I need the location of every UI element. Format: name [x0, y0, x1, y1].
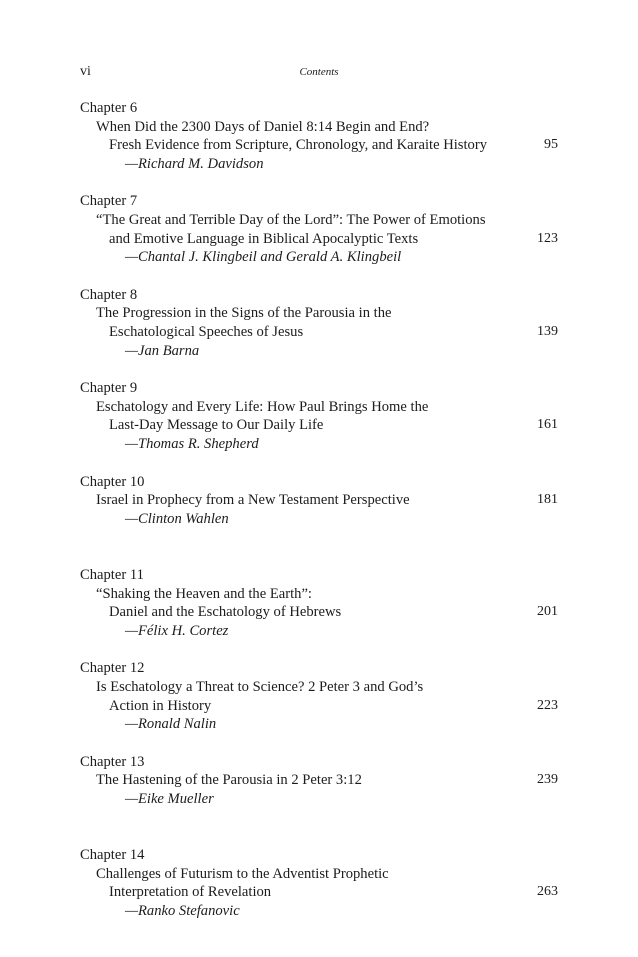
running-head	[80, 64, 558, 84]
page-number: 95	[544, 137, 558, 153]
contents-entry	[80, 846, 558, 939]
page-folio: vi	[80, 64, 91, 79]
page-number: 239	[537, 772, 558, 788]
chapter-title-line: “Shaking the Heaven and the Earth”:	[96, 585, 312, 602]
chapter-title-line: The Progression in the Signs of the Parousia in the	[96, 305, 392, 322]
page-number: 223	[537, 697, 558, 713]
chapter-label: Chapter 11	[80, 566, 144, 583]
chapter-label: Chapter 8	[80, 286, 138, 303]
chapter-author: —Ranko Stefanovic	[125, 902, 240, 919]
page-number: 263	[537, 884, 558, 900]
chapter-title-line: Challenges of Futurism to the Adventist Prophetic	[96, 865, 389, 882]
chapter-label: Chapter 13	[80, 753, 145, 770]
page-number: 139	[537, 323, 558, 339]
chapter-title-row	[80, 771, 558, 790]
chapter-label: Chapter 7	[80, 193, 138, 210]
page-number: 201	[537, 604, 558, 620]
chapter-label: Chapter 9	[80, 380, 138, 397]
chapter-title-line: Eschatological Speeches of Jesus	[109, 323, 304, 340]
chapter-author: —Thomas R. Shepherd	[125, 435, 259, 452]
chapter-title-line: The Hastening of the Parousia in 2 Peter 3:12	[96, 772, 362, 789]
chapter-title-line: Interpretation of Revelation	[109, 884, 272, 901]
page-number: 181	[537, 492, 558, 508]
chapter-title-row	[80, 304, 558, 323]
page-number: 123	[537, 230, 558, 246]
chapter-title-row	[80, 211, 558, 230]
chapter-title-line: Israel in Prophecy from a New Testament Perspective	[96, 492, 410, 509]
chapter-title-line: Is Eschatology a Threat to Science? 2 Peter 3 and God’s	[96, 678, 424, 695]
chapter-author: —Jan Barna	[125, 342, 200, 359]
contents-entry	[80, 379, 558, 472]
chapter-title-line: Action in History	[109, 697, 212, 714]
chapter-title-row	[80, 865, 558, 884]
page-number: 161	[537, 417, 558, 433]
chapter-author: —Richard M. Davidson	[125, 155, 264, 172]
chapter-title-row	[80, 118, 558, 137]
contents-entry	[80, 659, 558, 752]
contents-list	[80, 99, 558, 940]
chapter-title-row	[80, 883, 558, 902]
chapter-label: Chapter 12	[80, 660, 145, 677]
chapter-title-row	[80, 678, 558, 697]
chapter-title-row	[80, 416, 558, 435]
chapter-title-row	[80, 491, 558, 510]
chapter-label: Chapter 14	[80, 847, 145, 864]
chapter-author: —Ronald Nalin	[125, 716, 217, 733]
contents-entry	[80, 753, 558, 846]
chapter-author: —Clinton Wahlen	[125, 510, 229, 527]
running-title: Contents	[299, 66, 339, 78]
chapter-title-line: Fresh Evidence from Scripture, Chronology, and Karaite History	[109, 137, 487, 154]
chapter-title-row	[80, 697, 558, 716]
chapter-label: Chapter 10	[80, 473, 145, 490]
chapter-title-line: Daniel and the Eschatology of Hebrews	[109, 604, 342, 621]
chapter-title-row	[80, 603, 558, 622]
chapter-title-row	[80, 136, 558, 155]
chapter-author: —Eike Mueller	[125, 790, 214, 807]
chapter-title-line: When Did the 2300 Days of Daniel 8:14 Begin and End?	[96, 118, 430, 135]
contents-entry	[80, 566, 558, 659]
chapter-title-row	[80, 323, 558, 342]
chapter-title-row	[80, 398, 558, 417]
contents-entry	[80, 192, 558, 285]
contents-entry	[80, 473, 558, 566]
chapter-title-row	[80, 585, 558, 604]
chapter-title-line: Last-Day Message to Our Daily Life	[109, 417, 324, 434]
chapter-author: —Félix H. Cortez	[125, 622, 229, 639]
contents-entry	[80, 99, 558, 192]
chapter-title-line: Eschatology and Every Life: How Paul Brings Home the	[96, 398, 429, 415]
chapter-title-line: “The Great and Terrible Day of the Lord”: The Power of Emotions	[96, 211, 486, 228]
chapter-label: Chapter 6	[80, 100, 138, 116]
chapter-author: —Chantal J. Klingbeil and Gerald A. Klingbeil	[125, 249, 402, 266]
chapter-title-row	[80, 230, 558, 249]
contents-entry	[80, 286, 558, 379]
chapter-title-line: and Emotive Language in Biblical Apocalyptic Texts	[109, 230, 419, 247]
